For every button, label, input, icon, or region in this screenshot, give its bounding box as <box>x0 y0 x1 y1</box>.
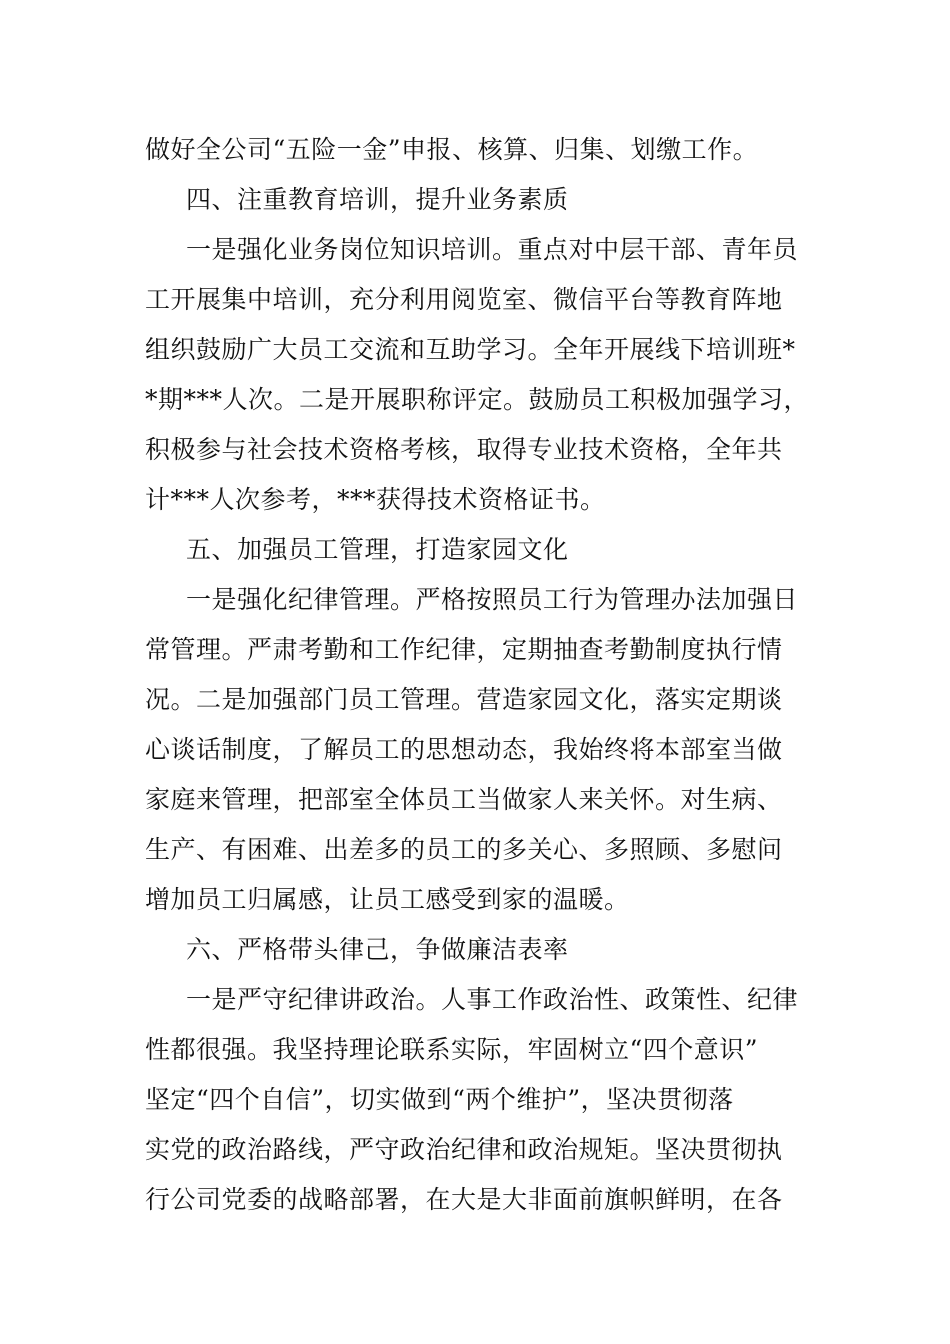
text-line: 工开展集中培训，充分利用阅览室、微信平台等教育阵地 <box>145 285 783 314</box>
text-line: 常管理。严肃考勤和工作纪律，定期抽查考勤制度执行情 <box>145 635 783 664</box>
text-line: 积极参与社会技术资格考核，取得专业技术资格，全年共 <box>145 435 783 464</box>
text-line: 增加员工归属感，让员工感受到家的温暖。 <box>145 885 630 914</box>
text-line: 生产、有困难、出差多的员工的多关心、多照顾、多慰问 <box>145 835 783 864</box>
text-line: 心谈话制度，了解员工的思想动态，我始终将本部室当做 <box>145 735 783 764</box>
text-line: 做好全公司“五险一金”申报、核算、归集、划缴工作。 <box>145 135 759 164</box>
section-heading: 六、严格带头律己，争做廉洁表率 <box>186 935 569 964</box>
paragraph-first-line: 一是强化业务岗位知识培训。重点对中层干部、青年员 <box>186 235 799 264</box>
text-line: 实党的政治路线，严守政治纪律和政治规矩。坚决贯彻执 <box>145 1135 783 1164</box>
text-line: 计***人次参考，***获得技术资格证书。 <box>145 485 606 514</box>
text-line: 性都很强。我坚持理论联系实际，牢固树立“四个意识” <box>145 1035 759 1064</box>
text-line: *期***人次。二是开展职称评定。鼓励员工积极加强学习， <box>145 385 810 414</box>
text-line: 组织鼓励广大员工交流和互助学习。全年开展线下培训班* <box>145 335 796 364</box>
section-heading: 四、注重教育培训，提升业务素质 <box>186 185 569 214</box>
text-line: 行公司党委的战略部署，在大是大非面前旗帜鲜明，在各 <box>145 1185 783 1214</box>
section-heading: 五、加强员工管理，打造家园文化 <box>186 535 569 564</box>
text-line: 家庭来管理，把部室全体员工当做家人来关怀。对生病、 <box>145 785 783 814</box>
text-line: 况。二是加强部门员工管理。营造家园文化，落实定期谈 <box>145 685 783 714</box>
text-line: 坚定“四个自信”，切实做到“两个维护”，坚决贯彻落 <box>145 1085 734 1114</box>
paragraph-first-line: 一是严守纪律讲政治。人事工作政治性、政策性、纪律 <box>186 985 799 1014</box>
paragraph-first-line: 一是强化纪律管理。严格按照员工行为管理办法加强日 <box>186 585 799 614</box>
